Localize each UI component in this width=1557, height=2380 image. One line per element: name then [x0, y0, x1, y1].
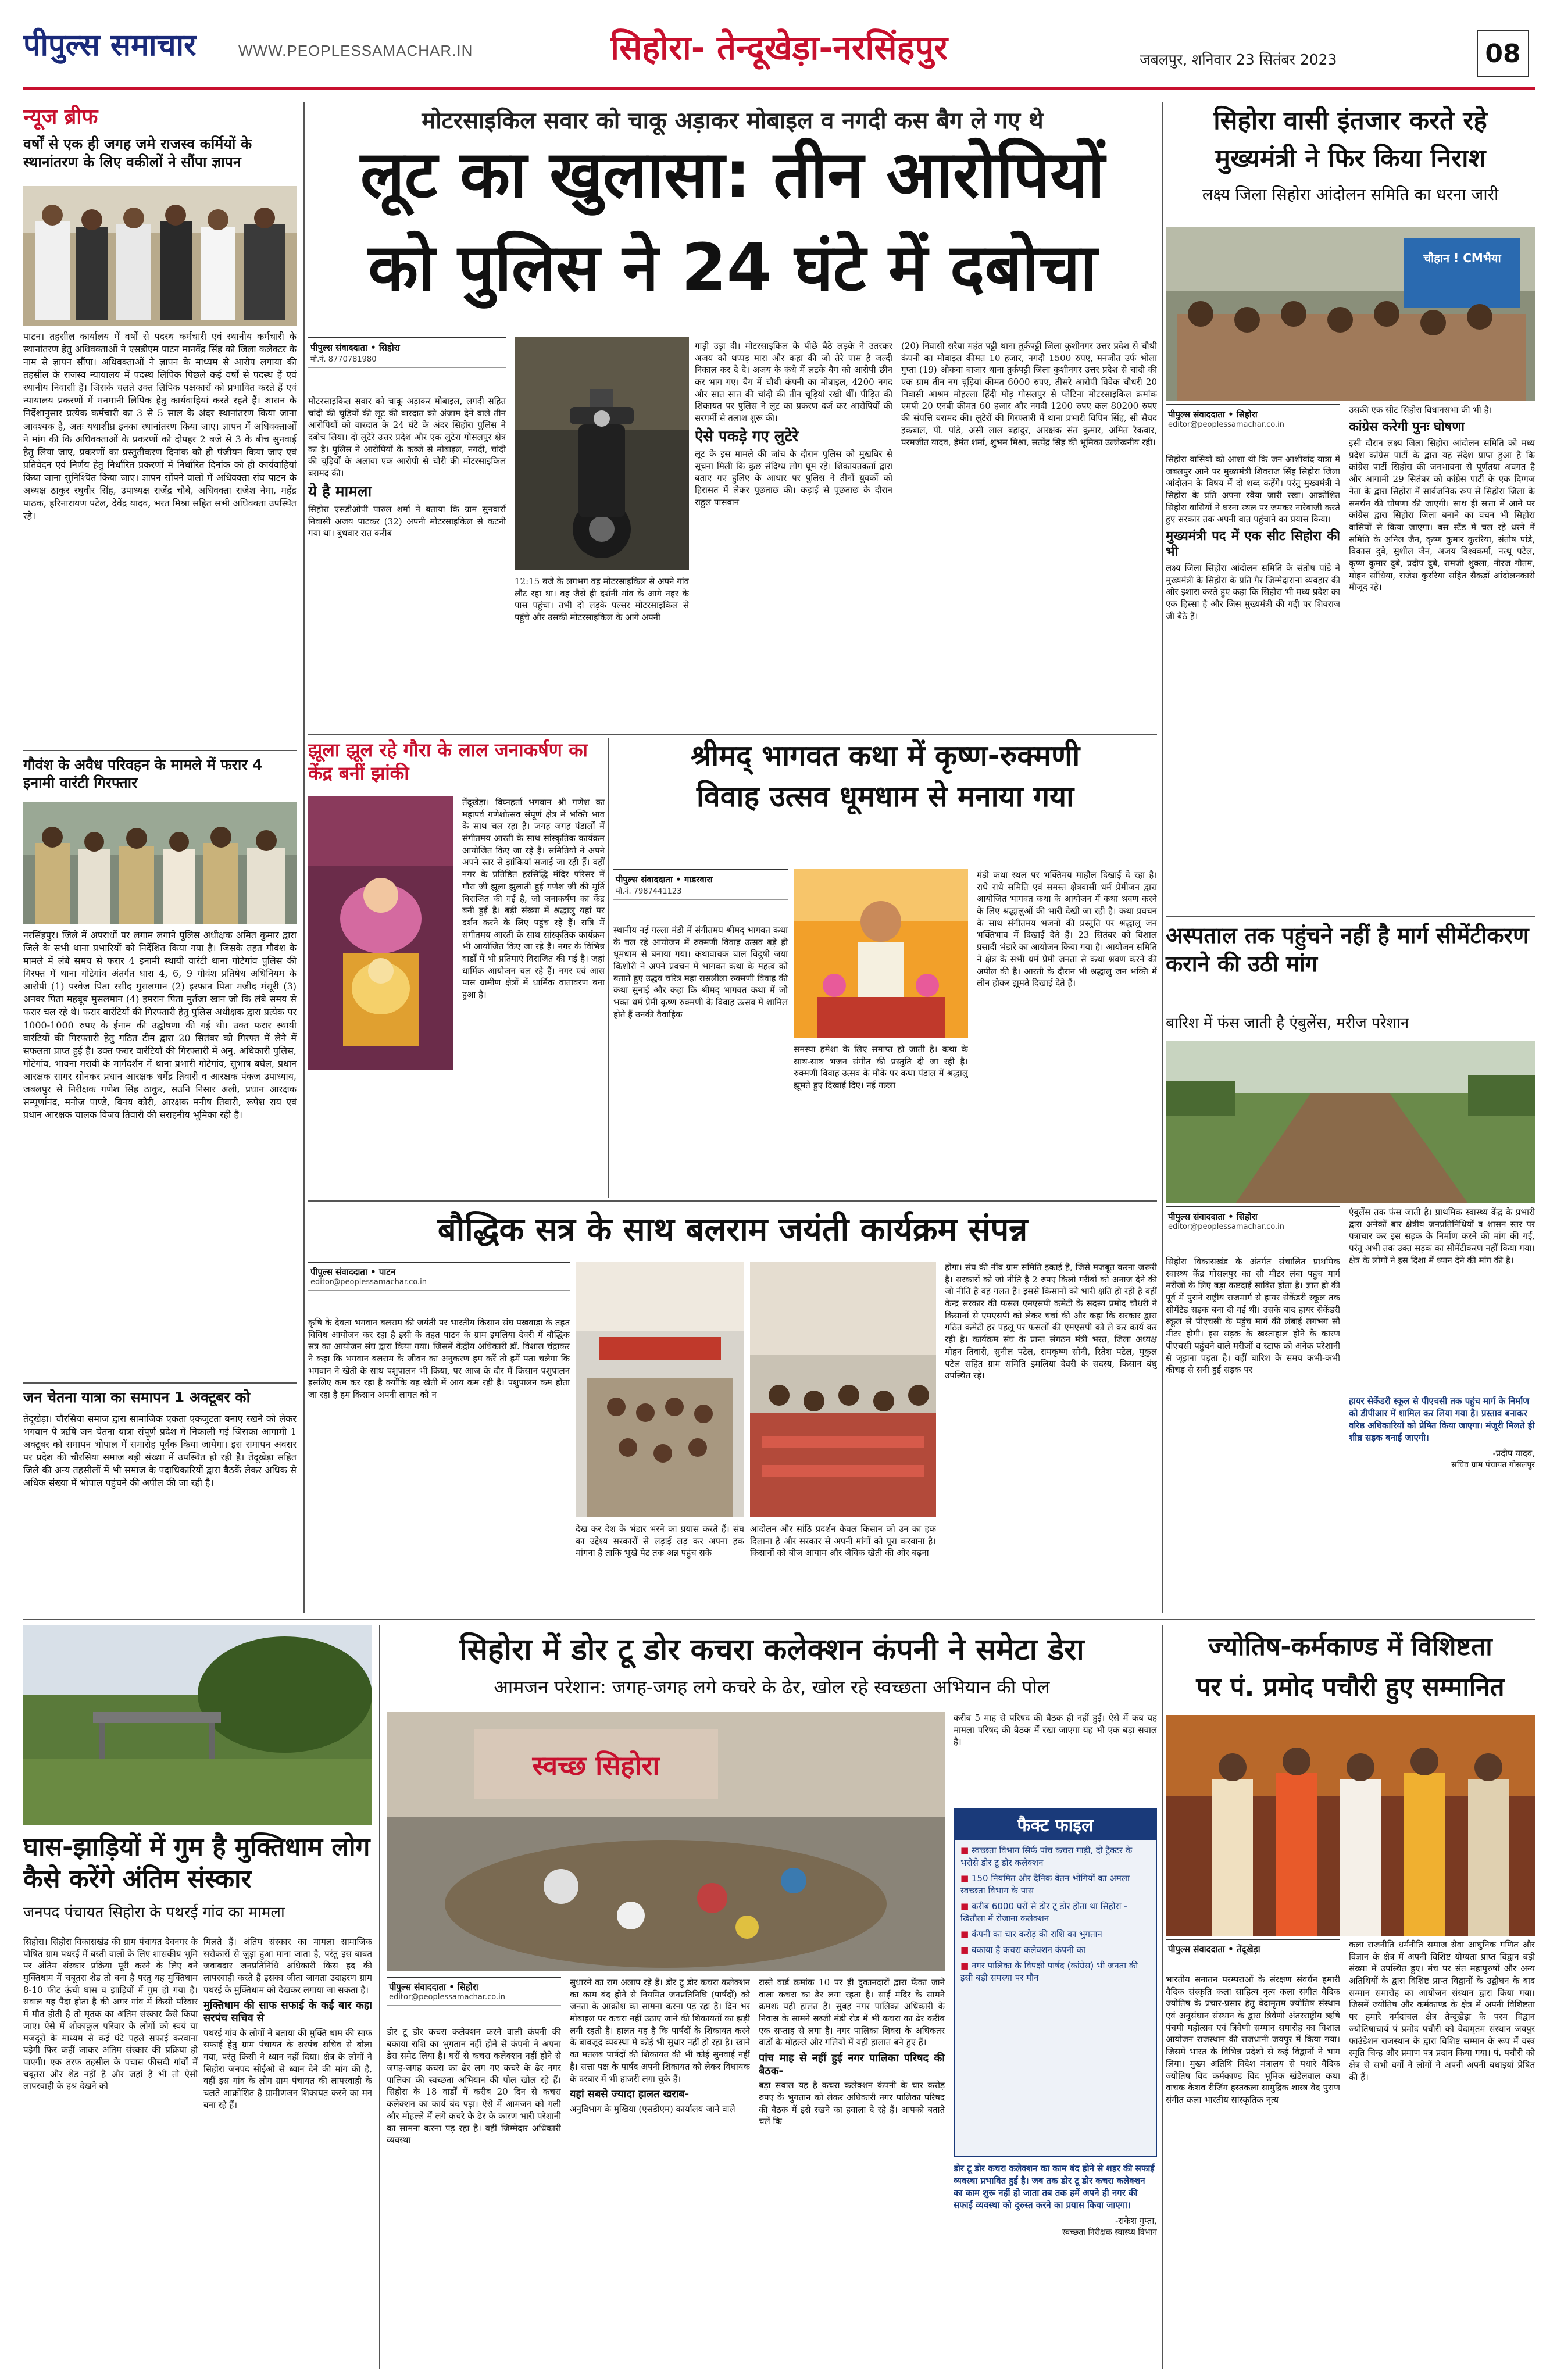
- kachra-col-2: सुधारने का राग अलाप रहे हैं। डोर टू डोर कचरा कलेक्शन का काम बंद होने से नियमित जनप्रतिनिधि (पार्षदों) को जनता के आक्रोश का सामना करना पड़ रहा है। दिन भर मोबाइल पर कचरा नहीं उठाए जाने की शिकायतों का झड़ी लगी रहती है। हालत यह है कि पार्षदों के शिकायत करने के बावजूद व्यवस्था में कोई भी सुधार नहीं हो रहा है। खाने का मतलब पार्षदों की शिकायत की भी कोई सुनवाई नहीं है। सत्ता पक्ष के पार्षद अपनी शिकायत को लेकर विधायक के दरबार में भी हाजरी लगा चुके हैं। यहां सबसे ज्यादा हालत खराब- अनुविभाग के मुखिया (एसडीएम) कार्यालय जाने वाले: [570, 1977, 750, 2114]
- dharna-deck: लक्ष्य जिला सिहोरा आंदोलन समिति का धरना जारी: [1202, 185, 1499, 204]
- masthead-logo: [23, 23, 233, 70]
- katha-col-2: समस्या हमेशा के लिए समाप्त हो जाती है। कथा के साथ-साथ भजन संगीत की प्रस्तुति दी जा रही है। रुक्मणी विवाह उत्सव के मौके पर कथा पंडाल में श्रद्धालु झूमते हुए दिखाई दिए। नई गल्ला: [794, 1044, 968, 1091]
- balram-col-3: होगा। संघ की नींव ग्राम समिति इकाई है, जिसे मजबूत करना जरूरी है। सरकारों को जो नीति है 2 रुपए किलो गरीबों को अनाज देने की जो नीति है वह गलत है। इससे किसानों को भारी क्षति हो रही है वहीं केन्द्र सरकार की फसल एमएसपी कमेटी के सदस्य प्रमोद चौधरी ने किसानों से एमएसपी को लेकर चर्चा की और कहा कि सरकार द्वारा गठित कमेटी हर पहलू पर फसलों की एमएसपी को ले कर कार्य कर रही है। कार्यक्रम संघ के प्रान्त संगठन मंत्री भरत, जिला अध्यक्ष मोहन तिवारी, सुनील पटेल, रामकृष्ण सोनी, रितेश पटेल, मुकुल पटेल सहित ग्राम समिति इमलिया देवरी के सदस्य, किसान बंधु उपस्थित रहे।: [945, 1262, 1157, 1381]
- katha-headline-1: श्रीमद् भागवत कथा में कृष्ण-रुक्मणी: [690, 739, 1080, 773]
- dateline: जबलपुर, शनिवार 23 सितंबर 2023: [1140, 51, 1337, 68]
- brief-1-body: पाटन। तहसील कार्यालय में वर्षों से पदस्थ कर्मचारी एवं स्थानीय कर्मचारी के स्थानांतरण हेतु अधिवक्ताओं ने एसडीएम पाटन मानवेंद्र सिंह को जिला कलेक्टर के नाम से ज्ञापन सौंपा। अधिवक्ताओं ने ज्ञापन के माध्यम से आरोप लगाया की तहसील के राजस्व न्यायालय में पदस्थ लिपिक पिछले कई वर्षों से पदस्थ हैं एवं स्थानीय निवासी हैं। जिसके चलते उक्त लिपिक पक्षकारों को प्रभावित करते हैं एवं न्यायालय प्रकरणों में मनमानी लिपिक हेतु कार्यवाहियां करते रहते हैं। शासन के निर्देशानुसार प्रत्येक कर्मचारी का 3 से 5 साल के अंदर स्थानांतरण किया जाना आवश्यक है, अतः यथाशीघ्र इनका स्थानांतरण किया जाए। ज्ञापन में अधिवक्ताओं ने मांग की कि अधिवक्ताओं के प्रकरणों को दोपहर 2 बजे से 3 के बीच सुनवाई हेतु लिया जाए, प्रकरणों का प्रस्तुतीकरण दिनांक को ही पंजीयन किया जाए एवं प्रतिवेदन एवं निर्णय हेतु निर्धारित प्रकरणों में निर्धारित दिनांक को ही कार्यवाहियां किया जाना सुनिश्चित किया जाए। ज्ञापन सौंपने वालों में अधिवक्ता संघ पाटन के अध्यक्ष ठाकुर रघुवीर सिंह, उपाध्यक्ष राजेंद्र चौबे, अधिवक्ता राजेश नेमा, महेंद्र पाठक, हरिनारायण पटेल, देवेंद्र यादव, भरत मिश्रा सहित सभी अधिवक्ता उपस्थित रहे।: [23, 331, 297, 522]
- divider: [23, 1619, 1535, 1620]
- lead-photo-motorcycle: [515, 337, 689, 570]
- lead-headline-1: लूट का खुलासा: तीन आरोपियों: [360, 137, 1105, 213]
- masthead-rule: [23, 87, 1535, 90]
- divider: [308, 734, 1157, 735]
- brief-1-headline: वर्षों से एक ही जगह जमे राजस्व कर्मियों के स्थानांतरण के लिए वकीलों ने सौंपा ज्ञापन: [23, 135, 252, 171]
- jyotish-col-1: भारतीय सनातन परम्पराओं के संरक्षण संवर्धन हमारी वैदिक संस्कृति कला साहित्य नृत्य कला संगीत वैदिक ज्योतिष के प्रचार-प्रसार हेतु वेदामृतम ज्योतिष संस्थान एवं अनुसंधान संस्थान के द्वारा त्रिवेणी अंतरराष्ट्रीय ऋषि पंचमी महोत्सव एवं त्रिवेणी सम्मान समारोह का विशाल आयोजन राजस्थान की राजधानी जयपुर में किया गया। जिसमें भारत के विभिन्न प्रदेशों से कई विद्वानों ने भाग लिया। मुख्य अतिथि विदेश मंत्रालय से पधारे वैदिक ज्योतिष विद कर्मकाण्ड विद भूमिक खंडेलवाल कथा वाचक केशव रीजिंग हस्तकला सामुद्रिक शास्त्र वेद पुराण संगीत कला भारतीय सांस्कृतिक नृत्य: [1166, 1974, 1340, 2105]
- hospital-byline: पीपुल्स संवाददाता • सिहोरा editor@peoplessamachar.co.in: [1166, 1206, 1340, 1235]
- logo-text: पीपुल्स समाचार: [23, 28, 197, 63]
- brief-2-body: नरसिंहपुर। जिले में अपराधों पर लगाम लगाने पुलिस अधीक्षक अमित कुमार द्वारा जिले के सभी थाना प्रभारियों को निर्देशित किया गया है। जिसके तहत गौवंश के मामले में लंबे समय से फरार 4 इनामी स्थायी वारंटी थाना गोटेगांव पुलिस की गिरफ्त में थाना गोटेगांव अंतर्गत धारा 4, 6, 9 गौवंश प्रतिषेध अधिनियम के आरोपी (1) परवेज पिता रसीद मुसलमान (2) इरफान पिता मजीद मंसूरी (3) अनवर पिता महबूब मुसलमान (4) इमरान पिता मुर्तजा खान जो कि लंबे समय से फरार चल रहे थे। फरार वारंटियों की गिरफ्तारी हेतु पुलिस अधीक्षक द्वारा प्रत्येक पर 1000-1000 रुपए के ईनाम की उद्घोषणा की गई थी। उक्त फरार स्थायी वारंटियों की गिरफ्तारी हेतु गठित टीम द्वारा 20 सितंबर को गिरफ्त में लेने में सफलता प्राप्त हुई है। उक्त फरार वारंटियों की गिरफ्तारी में अनु. अधिकारी पुलिस, गोटेगांव, भावना मरावी के मार्गदर्शन में थाना प्रभारी गोटेगांव, सुभाष बघेल, प्रधान आरक्षक सागर सोनकर प्रधान आरक्षक धर्मेंद्र तिवारी व आरक्षक पंकज उपाध्याय, जबलपुर से निरीक्षक गणेश सिंह ठाकुर, सउनि निसार अली, प्रधान आरक्षक सम्पूर्णानंद, मनोज पाण्डे, विनय कोरी, आरक्षक मनीष तिवारी, रूपेश राय एवं प्रधान आरक्षक चालक विजय तिवारी की सराहनीय भूमिका रही है।: [23, 930, 297, 1121]
- dharna-photo: [1166, 227, 1535, 401]
- hospital-photo: [1166, 1041, 1535, 1203]
- balram-col-2: आंदोलन और सांठि प्रदर्शन केवल किसान को उन का हक दिलाना है और सरकार से अपनी मांगों को पूरा करवाना है। किसानों को बीज आयाम और जैविक खेती की ओर बढ़ना: [750, 1524, 936, 1559]
- kachra-quote: डोर टू डोर कचरा कलेक्शन का काम बंद होने से शहर की सफाई व्यवस्था प्रभावित हुई है। जब तक डोर टू डोर कचरा कलेक्शन का काम शुरू नहीं हो जाता तब तक हमें अपने ही नगर की सफाई व्यवस्था को दुरुस्त करने का प्रयास किया जाएगा। -राकेश गुप्ता, स्वच्छता निरीक्षक स्वास्थ्य विभाग: [954, 2163, 1157, 2237]
- balram-caption: देख कर देश के भंडार भरने का प्रयास करते हैं। संघ का उद्देश्य सरकारों से लड़ाई लड़ कर अपना हक मांगना है ताकि भूखे पेट तक अन्न पहुंच सके: [576, 1524, 744, 1559]
- column-rule: [303, 102, 305, 1613]
- hospital-quote: हायर सेकेंडरी स्कूल से पीएचसी तक पहुंच मार्ग के निर्माण को डीपीआर में शामिल कर लिया गया है। प्रस्ताव बनाकर वरिष्ठ अधिकारियों को प्रेषित किया जाएगा। मंजूरी मिलते ही शीघ्र सड़क बनाई जाएगी। -प्रदीप यादव, सचिव ग्राम पंचायत गोसलपुर: [1349, 1396, 1535, 1470]
- katha-col-3: मंडी कथा स्थल पर भक्तिमय माहौल दिखाई दे रहा है। राधे राधे समिति एवं समस्त क्षेत्रवासी धर्म प्रेमीजन द्वारा आयोजित भागवत कथा के आयोजन में कथा श्रवण करने के लिए श्रद्धालुओं की भारी देखी जा रही है। कथा प्रवचन के साथ संगीतमय भजनों की प्रस्तुति पर श्रद्धालु जन भक्तिभाव में दिखाई देते हैं। 23 सितंबर को विशाल प्रसादी भंडारे का आयोजन किया गया है। आयोजन समिति ने क्षेत्र के सभी धर्म प्रेमी जनता से कथा श्रवण करने की अपील की है। आरती के दौरान भी श्रद्धालु जन भक्ति में लीन होकर झूमते दिखाई देते हैं।: [977, 870, 1157, 989]
- jyotish-photo: [1166, 1715, 1535, 1936]
- kachra-col-1: डोर टू डोर कचरा कलेक्शन करने वाली कंपनी की बकाया राशि का भुगतान नहीं होने से कंपनी ने अपना डेरा समेट लिया है। घरों से कचरा कलेक्शन नहीं होने से जगह-जगह कचरा का ढेर लग गए कचरे के ढेर नगर पालिका की स्वच्छता अभियान की पोल खोल रहे हैं। सिहोरा के 18 वार्डों में करीब 20 दिन से कचरा कलेक्शन का कार्य बंद पड़ा। ऐसे में आमजन को गली और मोहल्ले में लगे कचरे के ढेर के कारण भारी परेशानी का सामना करना पड़ रहा है। वहीं जिम्मेदार अधिकारी व्यवस्था: [387, 2027, 561, 2146]
- katha-byline: पीपुल्स संवाददाता • गाडरवारा मो.नं. 7987441123: [613, 869, 788, 900]
- kachra-col-3: रास्ते वार्ड क्रमांक 10 पर ही दुकानदारों द्वारा फेंका जाने वाला कचरा का ढेर लगा रहता है। साईं मंदिर के सामने क्रमशः यही हालत है। सुबह नगर पालिका अधिकारी के निवास के सामने सब्जी मंडी रोड में भी कचरा का ढेर करीब एक सप्ताह से लगा है। नगर पालिका शिवरा के अधिकतर वार्डों के मोहल्ले और गलियों में यही हालात बने हुए हैं। पांच माह से नहीं हुई नगर पालिका परिषद की बैठक- बड़ा सवाल यह है कचरा कलेक्शन कंपनी के चार करोड़ रुपए के भुगतान को लेकर अधिकारी नगर पालिका परिषद की बैठक में इसे रखने का हवाला दे रहे हैं। आपको बताते चलें कि: [759, 1977, 945, 2127]
- lead-kicker: मोटरसाइकिल सवार को चाकू अड़ाकर मोबाइल व नगदी कस बैग ले गए थे: [422, 108, 1044, 134]
- lead-col-3: गाड़ी उड़ा दी। मोटरसाइकिल के पीछे बैठे लड़के ने उतरकर अजय को थप्पड़ मारा और कहा की जो तेरे पास है जल्दी निकाल कर दे दे। अजय के कंधे में लटके बैग को आरोपी छीन कर भाग गए। बैग में चौथी कंपनी का मोबाइल, 4200 नगद और सात सात की चांदी की तीन चूड़ियां रखी थीं। पीड़ित की शिकायत पर पुलिस ने लूट का प्रकरण दर्ज कर आरोपियों की सरगर्मी से तलाश शुरू की। ऐसे पकड़े गए लुटेरे लूट के इस मामले की जांच के दौरान पुलिस को मुखबिर से सूचना मिली कि कुछ संदिग्ध लोग घूम रहे। शिकायतकर्ता द्वारा बताए गए हुलिए के आधार पर पुलिस ने तीनों युवकों को हिरासत में लेकर पूछताछ की। कड़ाई से पूछताछ के दौरान राहुल पासवान: [695, 341, 892, 508]
- balram-col-1: कृषि के देवता भगवान बलराम की जयंती पर भारतीय किसान संघ पखवाड़ा के तहत विविध आयोजन कर रहा है इसी के तहत पाटन के ग्राम इमलिया देवरी में बौद्धिक सत्र का आयोजन संघ द्वारा किया गया। जिसमें केंद्रीय अधिकारी डॉ. विशाल चंद्राकर ने कहा कि भगवान बलराम के जीवन का अनुकरण हम करें तो हमें पता चलेगा कि भगवान ने खेती के साथ पशुपालन भी किया, पर आज के दौर में किसान पशुपालन इसलिए कम कर रहा है क्योंकि वह खेती में आय कम रही है। पशुपालन कम होता जा रहा है हम किसान अपनी लागत को न: [308, 1317, 570, 1400]
- balram-photo-2: [750, 1262, 936, 1517]
- fact-list: [955, 1840, 1156, 1992]
- news-brief-label: न्यूज ब्रीफ: [23, 105, 98, 129]
- balram-photo-1: [576, 1262, 744, 1517]
- lead-headline-2: को पुलिस ने 24 घंटे में दबोचा: [368, 230, 1097, 306]
- fact-item: ■ स्वच्छता विभाग सिर्फ पांच कचरा गाड़ी, दो ट्रैक्टर के भरोसे डोर टू डोर कलेक्शन: [960, 1845, 1133, 1868]
- fact-item: ■ बकाया है कचरा कलेक्शन कंपनी का: [960, 1945, 1085, 1955]
- katha-photo: [794, 869, 968, 1038]
- muktidham-col-1: सिहोरा। सिहोरा विकासखंड की ग्राम पंचायत देवनगर के पोषित ग्राम पथरई में बस्ती वालों के लिए शासकीय भूमि पर अंतिम संस्कार प्रक्रिया पूरी करने के लिए बने मुक्तिधाम में चबूतरा शेड तो बना है परंतु यह मुक्तिधाम 8-10 फीट ऊंची घास व झाड़ियों में गुम हो गया है। सवाल यह पैदा होता है की अगर गांव में किसी परिवार में मौत होती है तो मृतक का अंतिम संस्कार कैसे किया जाए। ऐसे में शोकाकुल परिवार के लोगों को स्वयं या मजदूरों के माध्यम से कई घंटे पहले सफाई करवाना पड़ेगी फिर कहीं जाकर अंतिम संस्कार की प्रक्रिया हो पाएगी। एक तरफ तहसील के पचास फीसदी गांवों में चबूतरा और शेड नहीं है और जहां है भी तो ऐसी लापरवाही के हश्र देखने को: [23, 1936, 198, 2092]
- jyotish-byline: पीपुल्स संवाददाता • तेंदूखेड़ा: [1166, 1939, 1340, 1959]
- dharna-byline: पीपुल्स संवाददाता • सिहोरा editor@peoplessamachar.co.in: [1166, 404, 1340, 433]
- divider: [308, 1200, 1157, 1202]
- brief-2-photo: [23, 802, 297, 924]
- muktidham-headline-box: घास-झाड़ियों में गुम है मुक्तिधाम लोग कैसे करेंगे अंतिम संस्कार जनपद पंचायत सिहोरा के पथरई गांव का मामला: [23, 1832, 370, 1921]
- hospital-col-1: सिहोरा विकासखंड के अंतर्गत संचालित प्राथमिक स्वास्थ्य केंद्र गोसलपुर का सौ मीटर लंबा पहुंच मार्ग मरीजों के लिए बड़ा कष्टदाई साबित होता है। ज्ञात हो की पूर्व में पुराने राष्ट्रीय राजमार्ग से हायर सेकेंडरी स्कूल तक सीमेंटेड सड़क बना दी गई थी। उसके बाद हायर सेकेंडरी स्कूल से पीएचसी के पहुंच मार्ग की लंबाई लगभग सौ मीटर होगी। इस सड़क के खस्ताहाल होने के कारण पीएचसी पहुंचने वाले मरीजों व स्टाफ को अनेक परेशानी से जूझना पड़ता है। वहीं बारिश के समय कभी-कभी कीचड़ से सनी हुई सड़क पर: [1166, 1256, 1340, 1375]
- section-title: सिहोरा- तेन्दूखेड़ा-नरसिंहपुर: [610, 28, 948, 67]
- lead-photo-caption: 12:15 बजे के लगभग वह मोटरसाइकिल से अपने गांव लौट रहा था। वह जैसे ही दर्शनी गांव के आगे नहर के पास पहुंचा। तभी दो लड़के पल्सर मोटरसाइकिल से पहुंचे और उसकी मोटरसाइकिल के आगे अपनी: [515, 576, 689, 623]
- divider: [23, 1382, 297, 1384]
- jyotish-headline-1: ज्योतिष-कर्मकाण्ड में विशिष्टता: [1208, 1632, 1492, 1661]
- column-rule: [379, 1625, 380, 2369]
- brief-1-photo: [23, 186, 297, 326]
- ganesh-headline: झूला झूल रहे गौरा के लाल जनाकर्षण का केंद्र बनीं झांकी: [308, 739, 588, 784]
- katha-col-1: स्थानीय नई गल्ला मंडी में संगीतमय श्रीमद् भागवत कथा के चल रहे आयोजन में रुक्मणी विवाह उत्सव बड़े ही धूमधाम से बनाया गया। कथावाचक बाल विदुषी जया किशोरी ने अपने प्रवचन में भागवत कथा के महत्व को बताते हुए उद्धव चरित्र महा रासलीला रुक्मणी विवाह की कथा सुनाई और कहा कि श्रीमद् भागवत कथा में जो भक्त धर्म प्रेमी कृष्ण रुक्मणी के विवाह उत्सव में शामिल होते हैं उनकी वैवाहिक: [613, 925, 788, 1020]
- dharna-headline-2: मुख्यमंत्री ने फिर किया निराश: [1215, 144, 1486, 173]
- balram-headline: बौद्धिक सत्र के साथ बलराम जयंती कार्यक्रम संपन्न: [437, 1211, 1028, 1249]
- hospital-deck: बारिश में फंस जाती है एंबुलेंस, मरीज परेशान: [1166, 1014, 1409, 1032]
- hospital-headline: अस्पताल तक पहुंचने नहीं है मार्ग सीमेंटीकरण कराने की उठी मांग: [1166, 923, 1529, 977]
- lead-byline: पीपुल्स संवाददाता • सिहोरा मो.नं. 8770781980: [308, 337, 506, 368]
- masthead: [0, 0, 1557, 110]
- brief-3-body: तेंदूखेड़ा। चौरसिया समाज द्वारा सामाजिक एकता एकजुटता बनाए रखने को लेकर भगवान पै ऋषि जन चेतना यात्रा संपूर्ण प्रदेश में निकाली गई जिसका आगामी 1 अक्टूबर को समापन भोपाल में समारोह पूर्वक किया जायेगा। इस समापन अवसर पर प्रदेश की चौरसिया समाज बड़ी संख्या में उपस्थित हो रही है। तेंदूखेड़ा सहित जिले की अन्य तहसीलों में भी समाज के पदाधिकारियों द्वारा बैठकें लेकर अधिक से अधिक संख्या में भोपाल पहुंचने की अपील की जा रही है।: [23, 1413, 297, 1489]
- ganesh-body: तेंदूखेड़ा। विघ्नहर्ता भगवान श्री गणेश का महापर्व गणेशोत्सव संपूर्ण क्षेत्र में भक्ति भाव के साथ चल रहा है। जगह जगह पंडालों में संगीतमय आरती के साथ सांस्कृतिक कार्यक्रम आयोजित किए जा रहे हैं। समितियों ने अपने अपने स्तर से झांकियां सजाई जा रही हैं। वहीं नगर के प्रतिष्ठित हरसिद्धि मंदिर परिसर में गौरा जी झूला झुलाती हुई गणेश जी की मूर्ति बिराजित की गई है, जो जनाकर्षण का केंद्र बनी हुई है। बड़ी संख्या में श्रद्धालु यहां पर दर्शन करने के लिए पहुंच रहे हैं। रात्रि में संगीतमय आरती के साथ सांस्कृतिक कार्यक्रम भी आयोजित किए जा रहे हैं। नगर के विभिन्न वार्डों में भी प्रतिमाएं विराजित की गई है। जहां धार्मिक आयोजन चल रहे हैं। नगर एवं आस पास ग्रामीण क्षेत्रों में धार्मिक वातावरण बना हुआ है।: [462, 797, 605, 1000]
- brief-2-headline: गौवंश के अवैध परिवहन के मामले में फरार 4 इनामी वारंटी गिरफ्तार: [23, 756, 263, 792]
- divider: [1166, 916, 1535, 917]
- balram-byline: पीपुल्स संवाददाता • पाटन editor@peoplessamachar.co.in: [308, 1262, 570, 1291]
- fact-item: ■ कंपनी का चार करोड़ की राशि का भुगतान: [960, 1929, 1102, 1939]
- fact-item: ■ नगर पालिका के विपक्षी पार्षद (कांग्रेस) भी जनता की इसी बड़ी समस्या पर मौन: [960, 1960, 1138, 1983]
- fact-item: ■ करीब 6000 घरों से डोर टू डोर होता था सिहोरा - खितौला में रोजाना कलेक्शन: [960, 1901, 1127, 1924]
- column-rule: [1162, 102, 1163, 1613]
- muktidham-photo: [23, 1625, 372, 1825]
- kachra-wall-text: स्वच्छ सिहोरा: [532, 1750, 660, 1781]
- muktidham-col-2: मिलते हैं। अंतिम संस्कार का मामला सामाजिक सरोकारों से जुड़ा हुआ माना जाता है, परंतु इस बाबत जवाबदार जनप्रतिनिधि अधिकारी किस हद की लापरवाही करते हैं इसका जीता जागता उदाहरण ग्राम पथरई के मुक्तिधाम को देखकर लगाया जा सकता है। मुक्तिधाम की साफ सफाई के कई बार कहा सरपंच सचिव से पथरई गांव के लोगों ने बताया की मुक्ति धाम की साफ सफाई हेतु ग्राम पंचायत के सरपंच सचिव से बोला गया, परंतु किसी ने ध्यान नहीं दिया। क्षेत्र के लोगों ने सिहोरा जनपद सीईओ से ध्यान देने की मांग की है, वहीं इस गांव के लोग ग्राम पंचायत की लापरवाही के चलते आक्रोशित है ग्रामीणजन शिकायत करने का मन बना रहे हैं।: [203, 1936, 372, 2110]
- jyotish-headline-2: पर पं. प्रमोद पचौरी हुए सम्मानित: [1196, 1673, 1505, 1702]
- dharna-banner-text: चौहान ! CMभैया: [1423, 251, 1501, 265]
- lead-col-4: (20) निवासी सरैया महंत पट्टी थाना तुर्कपट्टी जिला कुशीनगर उत्तर प्रदेश से चौथी कंपनी का मोबाइल कीमत 10 हजार, नगदी 1500 रुपए, मनजीत उर्फ भोला गुप्ता (19) ओकवा बाजार थाना तुर्कपट्टी जिला कुशीनगर उत्तर प्रदेश से चांदी की एक ग्राम तीन नग चूड़ियां कीमत 6000 रुपए, तीसरे आरोपी विवेक चौधरी 20 निवासी आश्रम मोहल्ला हिंदी मोड़ गोसलपुर से प्लेटिना मोटरसाइकिल क्रमांक एमपी 20 एनबी कीमत 60 हजार और नगदी 1200 रुपए कल 80200 रुपए की संपत्ति बरामद की। लुटेरों की गिरफ्तारी में थाना प्रभारी विपिन सिंह, सी सैयद इकबाल, पी. पांडे, असी लाल बहादुर, आरक्षक संत कुमार, अमित रैकवार, परमजीत यादव, हेमंत शर्मा, शुभम मिश्रा, सत्येंद्र सिंह की भूमिका उल्लेखनीय रही।: [901, 341, 1157, 448]
- fact-file-box: फैक्ट फाइल ■ स्वच्छता विभाग सिर्फ पांच कचरा गाड़ी, दो ट्रैक्टर के भरोसे डोर टू डोर कलेक्शन ■ 150 नियमित और दैनिक वेतन भोगियों का अमला स्वच्छता विभाग के पास ■ करीब 6000 घरों से डोर टू डोर होता था सिहोरा - खितौला में रोजाना कलेक्शन ■ कंपनी का चार करोड़ की राशि का भुगतान ■ बकाया है कचरा कलेक्शन कंपनी का ■ नगर पालिका के विपक्षी पार्षद (कांग्रेस) भी जनता की इसी बड़ी समस्या पर मौन: [954, 1808, 1157, 2157]
- divider: [23, 750, 297, 751]
- dharna-headline-1: सिहोरा वासी इंतजार करते रहे: [1213, 106, 1487, 135]
- kachra-photo: [387, 1712, 945, 1971]
- jyotish-col-2: कला राजनीति धर्मनीति समाज सेवा आधुनिक गणित और विज्ञान के क्षेत्र में अपनी विशिष्ट योग्यता प्राप्त विद्वान बड़ी संख्या में उपस्थित हुए। मंच पर संत महापुरुषों और अन्य अतिथियों के द्वारा विशिष्ट प्राप्त विद्वानों के उद्बोधन के बाद सम्मान समारोह का आयोजन संस्थान द्वारा किया गया। जिसमें ज्योतिष और कर्मकाण्ड के क्षेत्र में अपनी विशिष्टता पर हमारे नर्मदांचल क्षेत्र तेन्दूखेड़ा के परम विद्वान ज्योतिषाचार्य पं प्रमोद पचौरी को वेदामृतम संस्थान जयपुर फाउंडेशन राजस्थान के द्वारा विशिष्ट सम्मान के रूप में वस्त्र स्मृति चिन्ह और प्रमाण पत्र प्रदान किया गया। पं. पचौरी को क्षेत्र से सभी वर्गों ने लोगों ने अपनी अपनी बधाइयां प्रेषित की हैं।: [1349, 1939, 1535, 2082]
- lead-col-1: मोटरसाइकिल सवार को चाकू अड़ाकर मोबाइल, लगदी सहित चांदी की चूड़ियों की लूट की वारदात को अंजाम देने वाले तीन आरोपियों को वारदात के 24 घंटे के अंदर सिहोरा पुलिस ने दबोच लिया। दो लुटेरे उत्तर प्रदेश और एक लुटेरा गोसलपुर क्षेत्र का है। पुलिस ने आरोपियों के कब्जे से मोबाइल, नगदी, चांदी की चूड़ियों के अलावा एक आरोपी से चोरी की मोटरसाइकिल बरामद की। ये है मामला सिहोरा एसडीओपी पारुल शर्मा ने बताया कि ग्राम सुनवार्रा निवासी अजय पाटकर (32) अपनी मोटरसाइकिल से कटनी गया था। बुधवार रात करीब: [308, 396, 506, 539]
- masthead-url: WWW.PEOPLESSAMACHAR.IN: [238, 42, 473, 59]
- dharna-col-2: उसकी एक सीट सिहोरा विधानसभा की भी है। कांग्रेस करेगी पुनः घोषणा इसी दौरान लक्ष्य जिला सिहोरा आंदोलन समिति को मध्य प्रदेश कांग्रेस पार्टी के द्वारा यह संदेश प्राप्त हुआ है कि कांग्रेस पार्टी सिहोरा की जनभावना से पूर्णतया अवगत है और आगामी 29 सितंबर को कांग्रेस पार्टी के एक दिग्गज नेता के द्वारा सिहोरा में सार्वजनिक रूप से सिहोरा जिला के समर्थन की घोषणा की जाएगी। साथ ही सत्ता में आने पर कांग्रेस द्वारा सिहोरा जिला बनाने का वचन भी सिहोरा वासियों से किया जाएगा। बस स्टैंड में चल रहे धरने में समिति के अनिल जैन, कृष्ण कुमार कुररिया, संतोष पांडे, विकास दुबे, सुशील जैन, अजय विश्वकर्मा, नत्थू पटेल, कृष्ण कुमार दुबे, प्रदीप दुबे, रामजी शुक्ला, नीरज गौतम, मोहन सोंधिया, राजेश कुररिया सहित सैकड़ों आंदोलनकारी मौजूद रहे।: [1349, 405, 1535, 593]
- hospital-col-2: एंबुलेंस तक फंस जाती है। प्राथमिक स्वास्थ्य केंद्र के प्रभारी द्वारा अनेकों बार क्षेत्रीय जनप्रतिनिधियों व शासन स्तर पर पत्राचार कर इस सड़क के निर्माण करने की मांग की गई, परंतु अभी तक उक्त सड़क का सीमेंटीकरण नहीं किया गया। क्षेत्र के लोगों ने इस दिशा में ध्यान देने की मांग की है।: [1349, 1207, 1535, 1266]
- brief-3-headline: जन चेतना यात्रा का समापन 1 अक्टूबर को: [23, 1389, 251, 1406]
- column-rule: [608, 738, 609, 1198]
- kachra-headline: सिहोरा में डोर टू डोर कचरा कलेक्शन कंपनी ने समेटा डेरा: [459, 1632, 1084, 1667]
- fact-item: ■ 150 नियमित और दैनिक वेतन भोगियों का अमला स्वच्छता विभाग के पास: [960, 1873, 1130, 1896]
- page-number: 08: [1477, 30, 1529, 77]
- kachra-deck: आमजन परेशान: जगह-जगह लगे कचरे के ढेर, खोल रहे स्वच्छता अभियान की पोल: [494, 1676, 1050, 1698]
- kachra-byline: पीपुल्स संवाददाता • सिहोरा editor@peoplessamachar.co.in: [387, 1977, 561, 2006]
- column-rule: [1162, 1625, 1163, 2369]
- dharna-col-1: सिहोरा वासियों को आशा थी कि जन आशीर्वाद यात्रा में जबलपुर आने पर मुख्यमंत्री शिवराज सिंह सिहोरा जिला आंदोलन के विषय में दो शब्द कहेंगे। परंतु मुख्यमंत्री ने सिहोरा के प्रति अपना रवैया जारी रखा। आक्रोशित सिहोरा वासियों ने धरना स्थल पर जमकर नारेबाजी करते हुए सरकार तक अपनी बात पहुंचाने का प्रयास किया। मुख्यमंत्री पद में एक सीट सिहोरा की भी लक्ष्य जिला सिहोरा आंदोलन समिति के संतोष पांडे ने मुख्यमंत्री के सिहोरा के प्रति गैर जिम्मेदाराना व्यवहार की ओर इशारा करते हुए कहा कि सिहोरा भी मध्य प्रदेश का एक हिस्सा है और जिस मुख्यमंत्री की गद्दी पर शिवराज जी बैठे हैं।: [1166, 454, 1340, 621]
- katha-headline-2: विवाह उत्सव धूमधाम से मनाया गया: [696, 780, 1074, 813]
- kachra-col-4: करीब 5 माह से परिषद की बैठक ही नहीं हुई। ऐसे में कब यह मामला परिषद की बैठक में रखा जाएगा यह भी एक बड़ा सवाल है।: [954, 1713, 1157, 1748]
